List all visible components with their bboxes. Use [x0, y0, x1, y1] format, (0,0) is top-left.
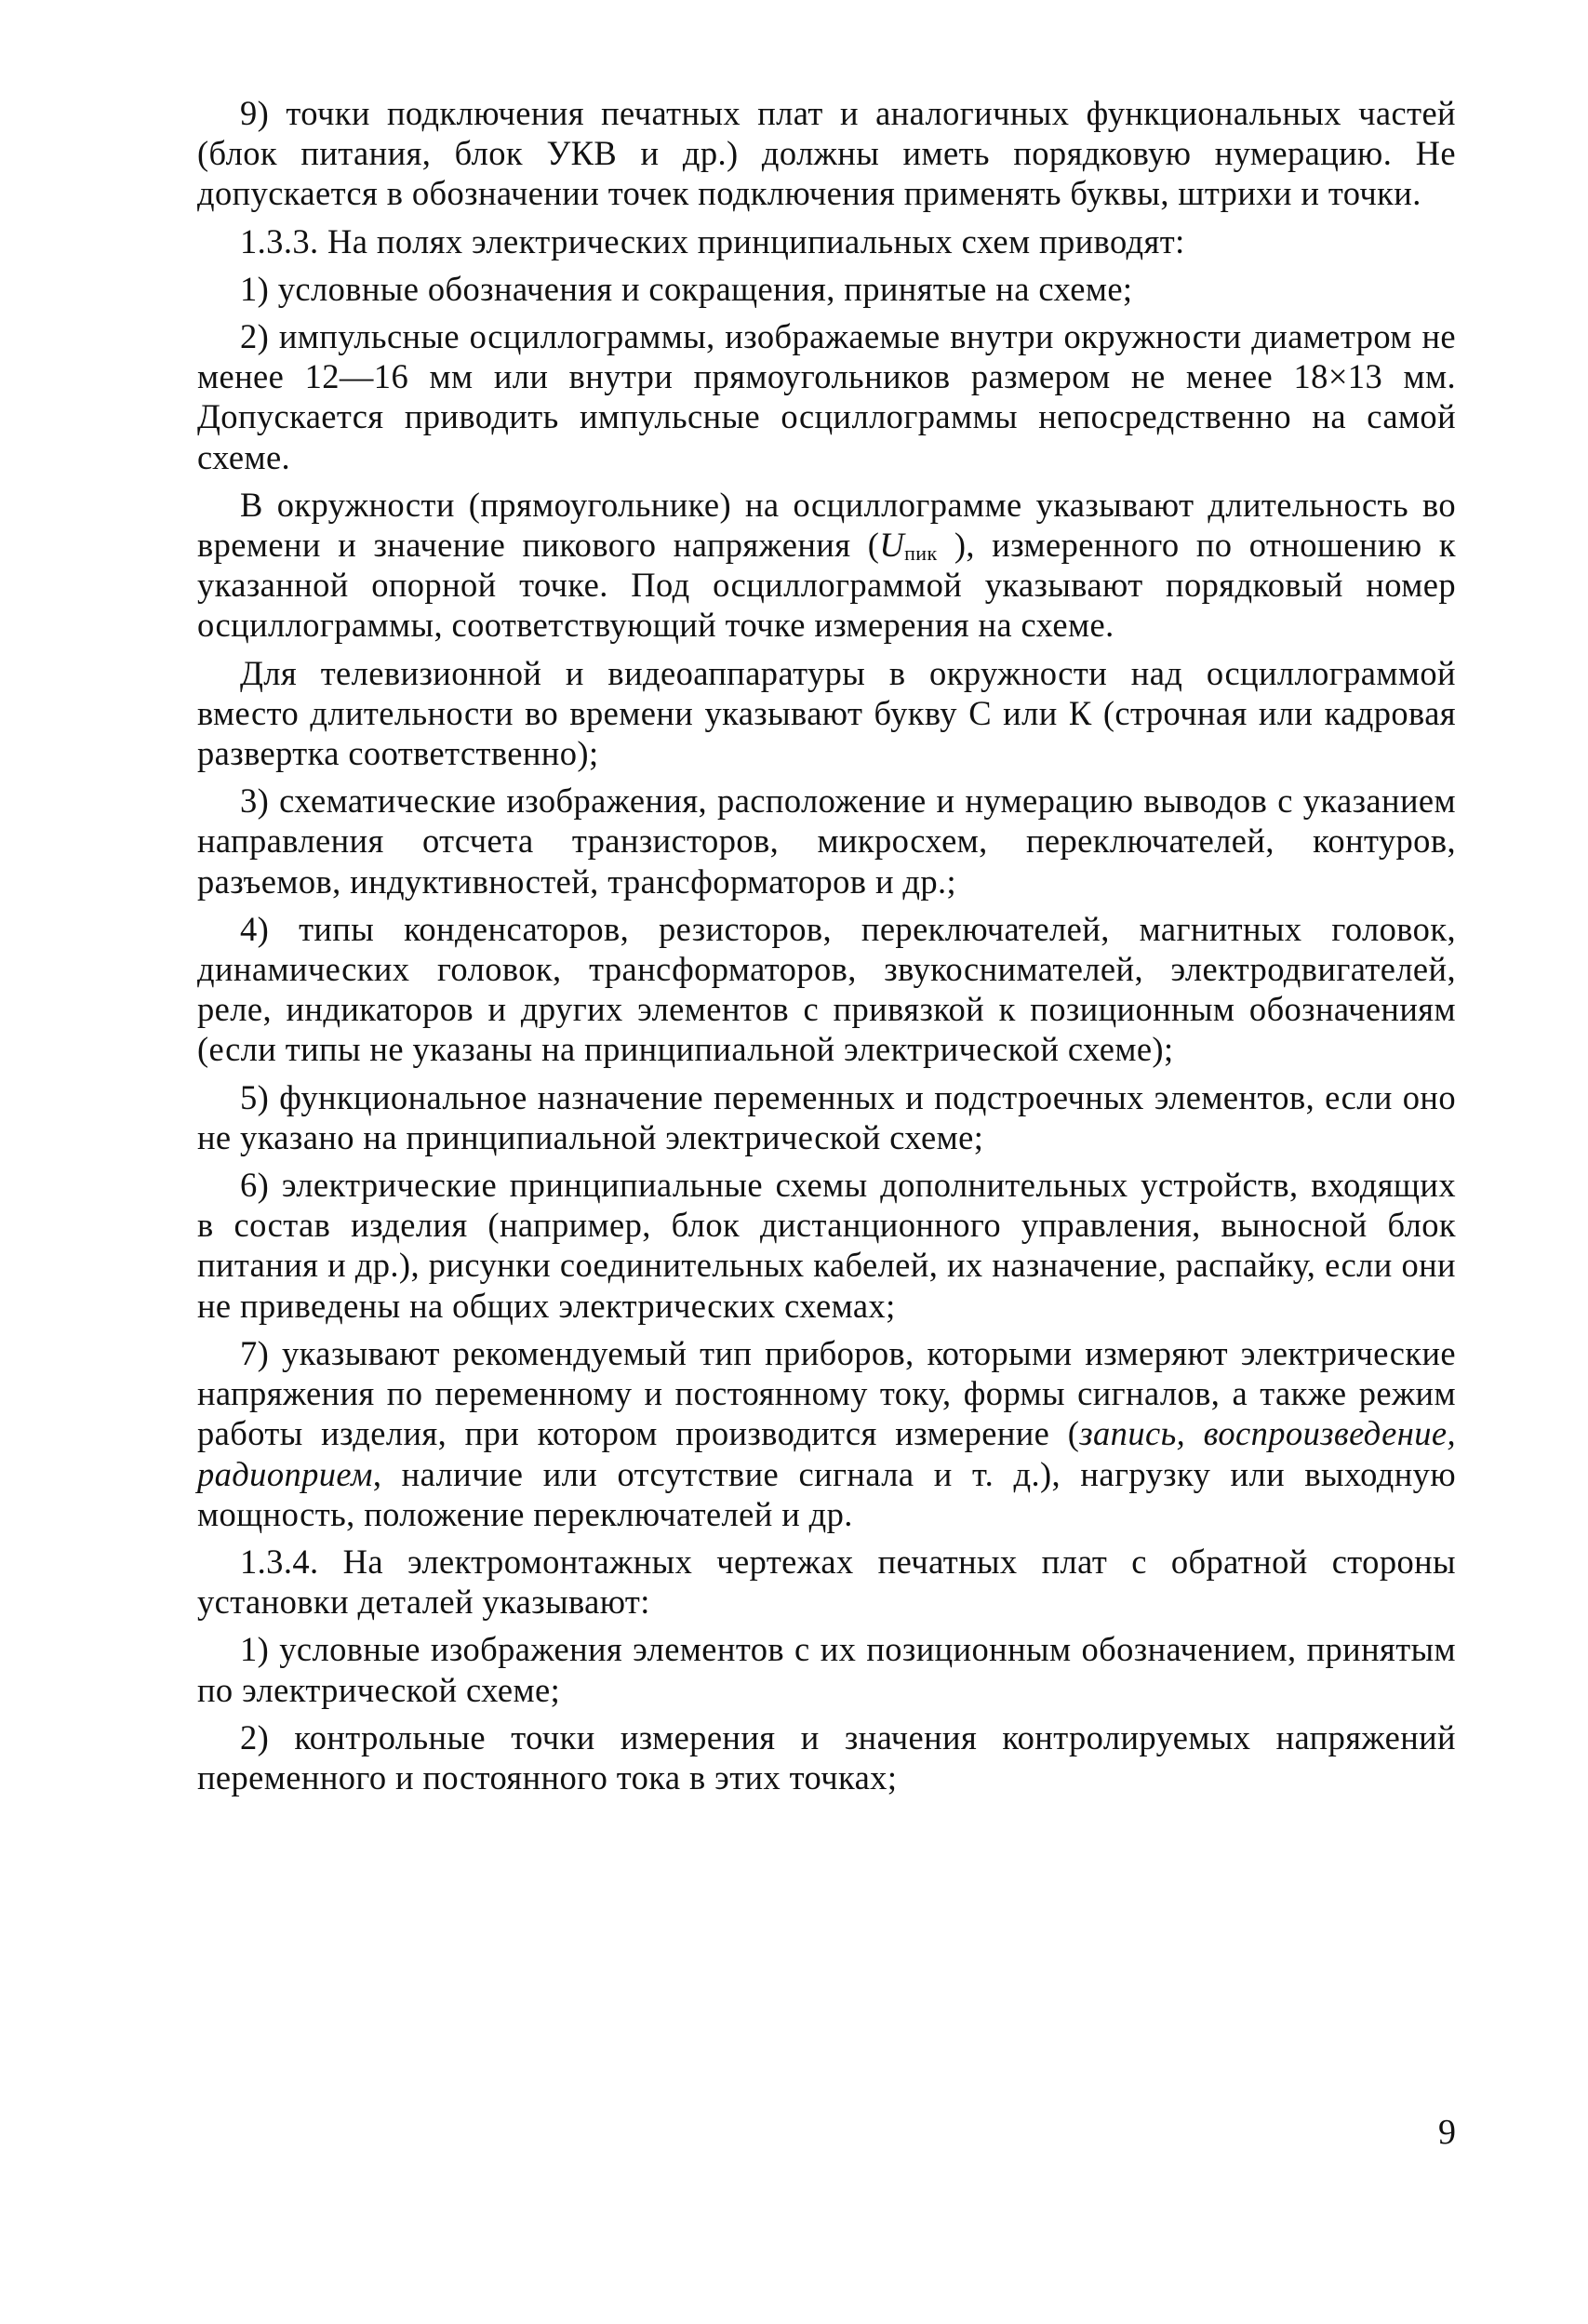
paragraph-pcb-item-1: 1) условные изображения элементов с их позиционным обозначением, принятым по электрической схеме;	[197, 1630, 1456, 1709]
measurement-text-start: 7) указывают рекомендуемый тип приборов, которыми измеряют электрические напряжения по переменному и постоянному току, формы сигналов, а также режим работы изделия, при котором производится измерение (	[197, 1333, 1456, 1453]
paragraph-section-1-3-3: 1.3.3. На полях электрических принципиальных схем приводят:	[240, 221, 1185, 260]
u-subscript: пик	[904, 541, 938, 566]
paragraph-item-3: 3) схематические изображения, расположение и нумерацию выводов с указанием направления отсчета транзисторов, микросхем, переключателей, контуров, разъемов, индуктивностей, трансформаторов и др.;	[197, 781, 1456, 901]
oscillogram-text-start: В окружности (прямоугольнике) на осциллограмме указывают длительность во времени и значение пикового напряжения (	[197, 485, 1456, 565]
paragraph-item-6: 6) электрические принципиальные схемы дополнительных устройств, входящих в состав изделия (например, блок дистанционного управления, выносной блок питания и др.), рисунки соединительных кабелей, их назначение, распайку, если они не приведены на общих электрических схемах;	[197, 1166, 1456, 1325]
paragraph-item-1: 1) условные обозначения и сокращения, принятые на схеме;	[240, 269, 1133, 308]
paragraph-item-2: 2) импульсные осциллограммы, изображаемые внутри окружности диаметром не менее 12—16 мм или внутри прямоугольников размером не менее 18×13 мм. Допускается приводить импульсные осциллограммы непосредственно на самой схеме.	[197, 317, 1456, 476]
paragraph-item-7	[197, 1333, 1456, 1534]
paragraph-pcb-item-2: 2) контрольные точки измерения и значения контролируемых напряжений переменного и постоянного тока в этих точках;	[197, 1717, 1456, 1796]
paragraph-item-5: 5) функциональное назначение переменных и подстроечных элементов, если оно не указано на принципиальной электрической схеме;	[197, 1077, 1456, 1156]
page-number: 9	[1438, 2113, 1456, 2152]
measurement-modes-italic: запись, воспроизведение, радиоприем	[197, 1414, 1457, 1493]
u-symbol: U	[879, 526, 905, 565]
paragraph-item-9: 9) точки подключения печатных плат и аналогичных функциональных частей (блок питания, блок УКВ и др.) должны иметь порядковую нумерацию. Не допускается в обозначении точек подключения применять буквы, штрихи и точки.	[197, 94, 1456, 213]
paragraph-item-4: 4) типы конденсаторов, резисторов, переключателей, магнитных головок, динамических головок, трансформаторов, звукоснимателей, электродвигателей, реле, индикаторов и других элементов с привязкой к позиционным обозначениям (если типы не указаны на принципиальной электрической схеме);	[197, 909, 1456, 1069]
paragraph-tv-equipment: Для телевизионной и видеоаппаратуры в окружности над осциллограммой вместо длительности во времени указывают букву С или К (строчная или кадровая развертка соответственно);	[197, 653, 1456, 773]
document-text	[197, 93, 1456, 1805]
paragraph-section-1-3-4: 1.3.4. На электромонтажных чертежах печатных плат с обратной стороны установки деталей указывают:	[197, 1542, 1456, 1622]
oscillogram-text-end: ), измеренного по отношению к указанной опорной точке. Под осциллограммой указывают порядковый номер осциллограммы, соответствующий точке измерения на схеме.	[197, 526, 1456, 645]
measurement-text-end: , наличие или отсутствие сигнала и т. д.), нагрузку или выходную мощность, положение переключателей и др.	[197, 1454, 1456, 1533]
paragraph-oscillogram-values	[197, 485, 1456, 646]
